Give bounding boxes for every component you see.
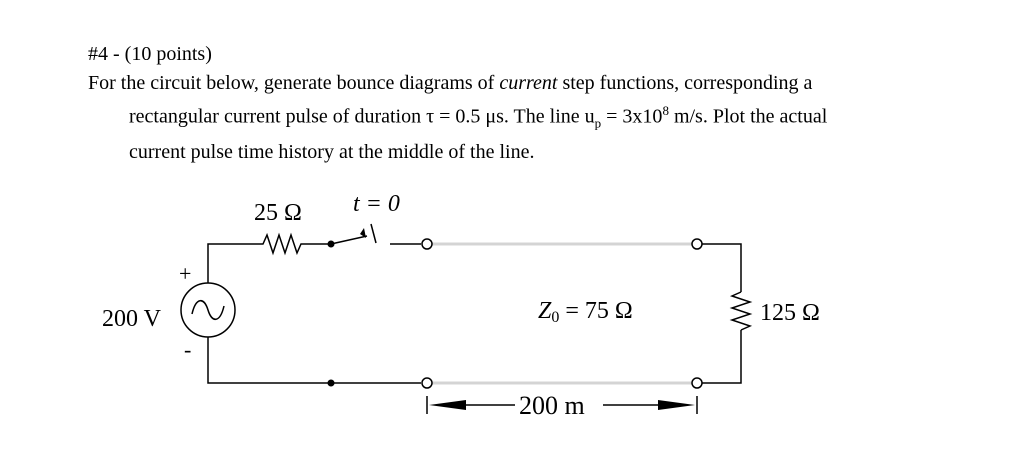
ac-voltage-source xyxy=(181,283,235,337)
z0-subscript: 0 xyxy=(551,309,560,326)
wire-load-top xyxy=(702,244,741,292)
terminal-load-top xyxy=(692,239,702,249)
wire-load-bottom xyxy=(702,330,741,383)
bottom-junction-node xyxy=(328,380,335,387)
switch-tick xyxy=(371,224,376,243)
switch-time-label xyxy=(353,191,400,217)
switch xyxy=(328,224,422,248)
load-resistor-label: 125 Ω xyxy=(760,300,820,326)
minus-sign: - xyxy=(184,337,192,362)
load-resistor xyxy=(732,292,750,330)
problem-line-2-mid: = 3x10 xyxy=(601,105,663,128)
terminal-load-bottom xyxy=(692,378,702,388)
source-resistor xyxy=(258,235,331,253)
characteristic-impedance-label xyxy=(538,298,633,326)
dimension-arrow-left-icon xyxy=(429,400,466,410)
problem-line-2-pre: rectangular current pulse of duration τ = 0.5 μs. The line u xyxy=(129,105,595,128)
problem-line-1-pre: For the circuit below, generate bounce diagrams of xyxy=(88,72,500,94)
wire-source-top xyxy=(208,244,258,283)
z0-symbol: Z xyxy=(538,298,552,324)
terminal-input-bottom xyxy=(422,378,432,388)
velocity-subscript: p xyxy=(594,115,602,131)
problem-line-2-post: m/s. Plot the actual xyxy=(668,105,828,128)
wire-source-bottom xyxy=(208,337,421,383)
exponent: 8 xyxy=(662,103,669,118)
plus-sign: + xyxy=(179,261,192,286)
switch-blade xyxy=(331,236,367,244)
z0-value: = 75 Ω xyxy=(559,298,633,324)
switch-label-text: t = 0 xyxy=(353,191,400,217)
problem-heading: #4 - (10 points) xyxy=(88,43,212,65)
dimension-arrow-right-icon xyxy=(658,400,695,410)
line-length-label: 200 m xyxy=(519,391,585,420)
terminal-input-top xyxy=(422,239,432,249)
problem-line-1-post: step functions, corresponding a xyxy=(557,72,813,94)
source-resistor-label: 25 Ω xyxy=(254,200,302,226)
problem-emphasis-current: current xyxy=(499,72,558,94)
source-voltage-label: 200 V xyxy=(102,306,161,332)
problem-line-3: current pulse time history at the middle of the line. xyxy=(129,140,535,163)
